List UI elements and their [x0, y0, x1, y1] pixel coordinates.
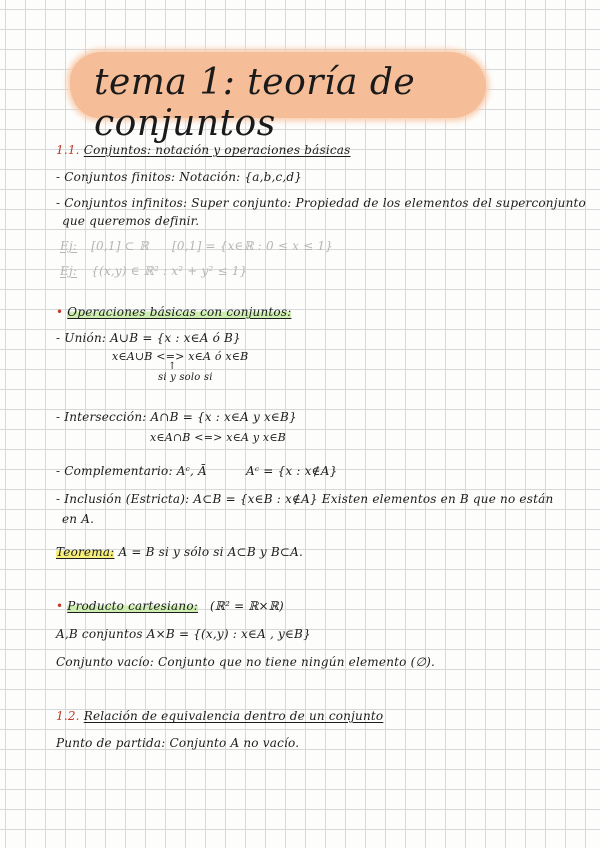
example-label: Ej: — [60, 239, 78, 253]
inclusion-line-2: en A. — [62, 512, 95, 526]
example-1-a: [0,1] ⊂ ℝ — [91, 239, 150, 253]
example-1 — [60, 239, 149, 253]
intersection-definition: - Intersección: A∩B = {x : x∈A y x∈B} — [56, 410, 297, 424]
example-label: Ej: — [60, 264, 78, 278]
infinite-sets-line-1: - Conjuntos infinitos: Super conjunto: Propiedad de los elementos del superconjunto — [56, 196, 586, 210]
starting-point-line: Punto de partida: Conjunto A no vacío. — [56, 736, 300, 750]
complement-definition: Aᶜ = {x : x∉A} — [246, 464, 338, 478]
example-2-set: {(x,y) ∈ ℝ² : x² + y² ≤ 1} — [91, 264, 248, 278]
arrow-up-icon: ↑ — [168, 361, 177, 372]
example-2 — [60, 264, 247, 278]
page-title: tema 1: teoría de conjuntos — [94, 62, 416, 144]
complement-notation: - Complementario: Aᶜ, Ā — [56, 464, 207, 478]
section-number: 1.2. — [56, 709, 80, 723]
example-1-b: [0,1] = {x∈ℝ : 0 ≤ x ≤ 1} — [172, 239, 334, 253]
bullet: • — [56, 305, 64, 319]
section-number: 1.1. — [56, 143, 80, 157]
theorem-label: Teorema: — [56, 545, 115, 559]
cartesian-heading — [56, 599, 284, 613]
iff-note: si y solo si — [158, 372, 213, 383]
union-equivalence: x∈A∪B <=> x∈A ó x∈B — [112, 350, 249, 363]
section-1-1-heading — [56, 143, 351, 157]
finite-sets-line: - Conjuntos finitos: Notación: {a,b,c,d} — [56, 170, 303, 184]
section-title: Relación de equivalencia dentro de un conjunto — [83, 709, 384, 723]
cartesian-note: (ℝ² = ℝ×ℝ) — [210, 599, 284, 613]
union-definition: - Unión: A∪B = {x : x∈A ó B} — [56, 331, 241, 345]
inclusion-line-1: - Inclusión (Estricta): A⊂B = {x∈B : x∉A} Existen elementos en B que no están — [56, 492, 554, 506]
infinite-sets-line-2: que queremos definir. — [62, 214, 200, 228]
operations-heading — [56, 305, 291, 319]
empty-set-definition: Conjunto vacío: Conjunto que no tiene ningún elemento (∅). — [56, 655, 436, 669]
section-1-2-heading — [56, 709, 383, 723]
operations-title: Operaciones básicas con conjuntos: — [67, 305, 292, 319]
theorem — [56, 545, 303, 559]
cartesian-definition: A,B conjuntos A×B = {(x,y) : x∈A , y∈B} — [56, 627, 311, 641]
bullet: • — [56, 599, 64, 613]
intersection-equivalence: x∈A∩B <=> x∈A y x∈B — [150, 431, 286, 444]
theorem-text: A = B si y sólo si A⊂B y B⊂A. — [118, 545, 303, 559]
cartesian-title: Producto cartesiano: — [67, 599, 199, 613]
section-title: Conjuntos: notación y operaciones básicas — [83, 143, 351, 157]
